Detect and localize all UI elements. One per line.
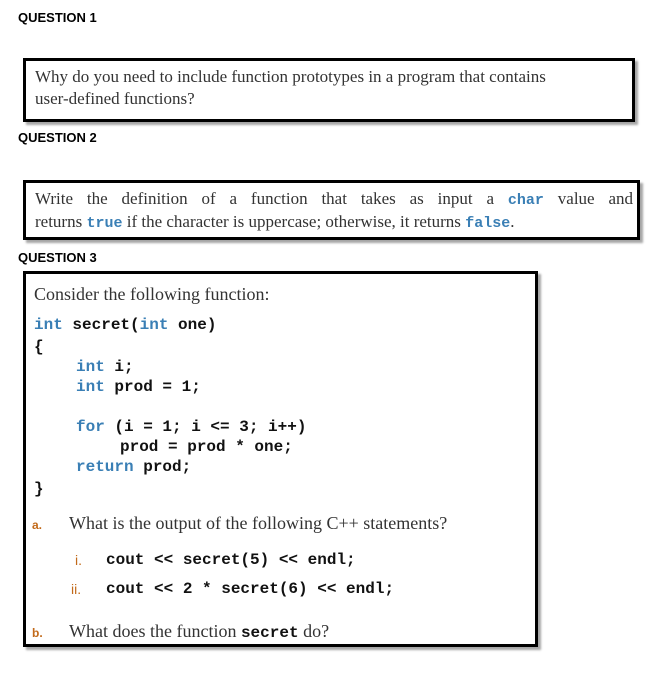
part-b-code: secret — [240, 624, 299, 642]
code-open-brace: { — [34, 338, 44, 356]
sub-i-code: cout << secret(5) << endl; — [106, 551, 356, 569]
question-1-line-1: Why do you need to include function prototypes in a program that contains — [35, 67, 546, 86]
code-text: prod = 1; — [104, 378, 201, 396]
part-b-text — [69, 620, 329, 644]
question-2-line-1 — [35, 188, 633, 212]
part-b-text-end: do? — [298, 621, 330, 641]
question-3-intro: Consider the following function: — [34, 284, 270, 304]
sub-i-label: i. — [75, 552, 82, 568]
question-2-text: if the character is uppercase; otherwise, it returns — [122, 212, 466, 231]
code-signature — [34, 316, 216, 334]
question-2-text: Write the definition of a function that takes as input a — [35, 189, 508, 208]
code-keyword: int — [139, 316, 169, 334]
question-1-heading: QUESTION 1 — [18, 10, 97, 25]
sub-ii-code: cout << 2 * secret(6) << endl; — [106, 580, 395, 598]
question-2-box — [23, 180, 640, 240]
keyword-true: true — [86, 215, 123, 232]
question-1-line-2: user-defined functions? — [35, 89, 195, 108]
question-2-text: . — [510, 212, 515, 231]
code-loop-body: prod = prod * one; — [120, 438, 293, 456]
code-keyword: return — [76, 458, 134, 476]
code-return — [76, 458, 191, 476]
code-text: one) — [168, 316, 217, 334]
part-a-label: a. — [32, 518, 43, 532]
question-3-box — [23, 271, 538, 647]
code-text: i; — [104, 358, 134, 376]
keyword-false: false — [465, 215, 511, 232]
code-text: secret( — [62, 316, 140, 334]
question-2-heading: QUESTION 2 — [18, 130, 97, 145]
question-3-heading: QUESTION 3 — [18, 250, 97, 265]
code-keyword: int — [34, 316, 63, 334]
question-2-text: value and — [543, 189, 634, 208]
code-keyword: int — [76, 358, 105, 376]
code-for-loop — [76, 418, 306, 436]
part-a-text: What is the output of the following C++ statements? — [69, 513, 448, 533]
question-1-box — [23, 58, 635, 122]
code-text: (i = 1; i <= 3; i++) — [104, 418, 307, 436]
code-decl-i — [76, 358, 134, 376]
code-close-brace: } — [34, 480, 44, 498]
code-decl-prod — [76, 378, 201, 396]
question-2-line-2 — [35, 211, 514, 235]
keyword-char: char — [507, 192, 544, 209]
code-keyword: for — [76, 418, 105, 436]
question-2-text: returns — [35, 212, 87, 231]
part-b-text-start: What does the function — [69, 621, 241, 641]
code-keyword: int — [76, 378, 105, 396]
code-text: prod; — [133, 458, 192, 476]
part-b-label: b. — [32, 626, 43, 640]
sub-ii-label: ii. — [71, 581, 82, 597]
